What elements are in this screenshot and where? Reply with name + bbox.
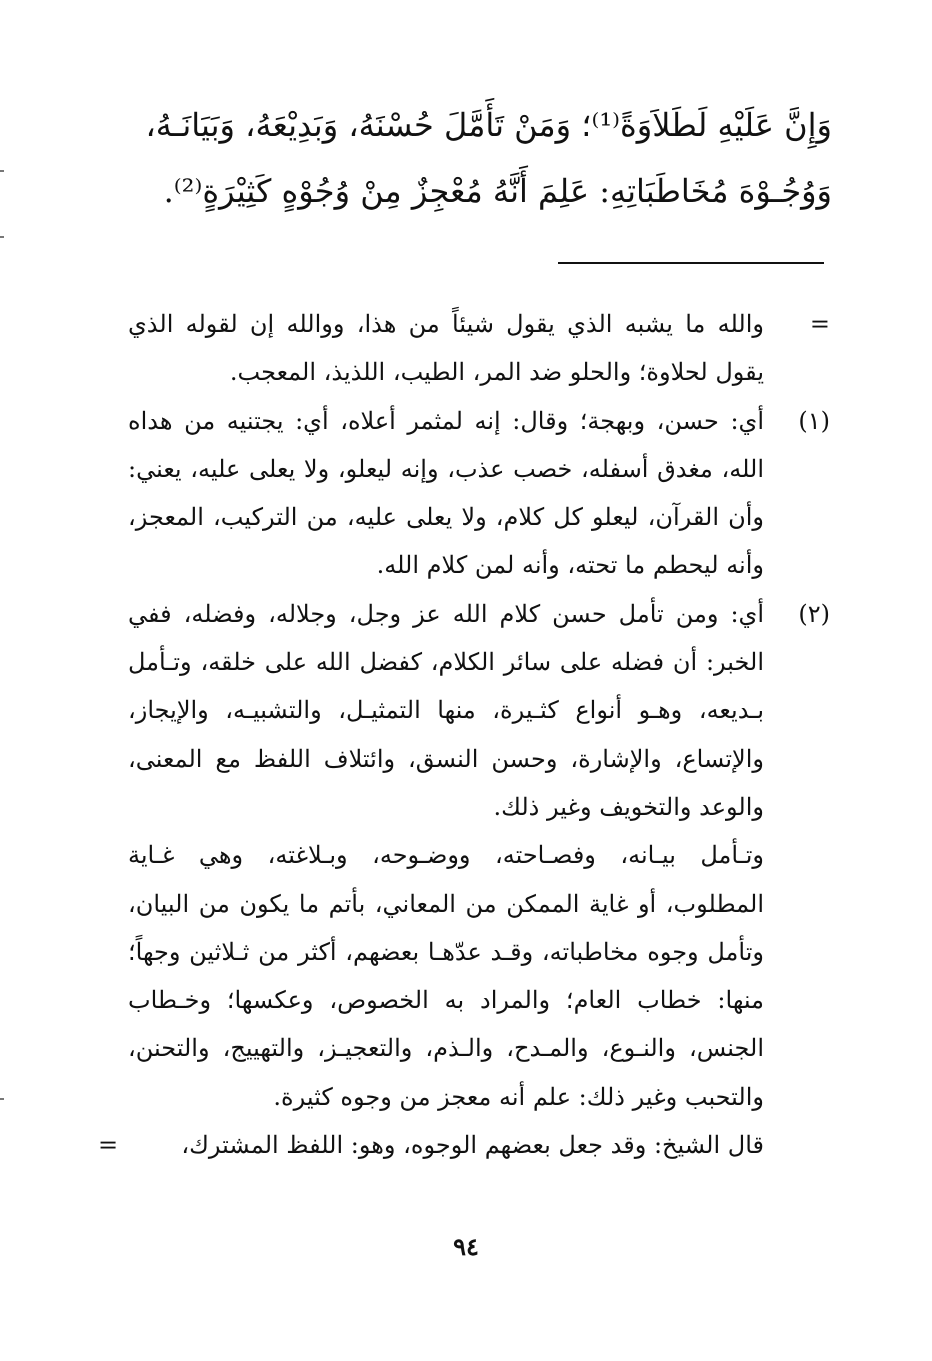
- footnote-2-text: أي: ومن تأمل حسن كلام الله عز وجل، وجلاله، وفضله، ففي الخبر: أن فضله على سائر الكلام، كفضل الله على خلقه، وتـأمل بـديعه، وهـو أنواع كثـيرة، منها التمثيـل، والتشبيـه، والإيجاز، والإتساع، والإشارة، وحسن النسق، وائتلاف اللفظ مع المعنى، والوعد والتخويف وغير ذلك.: [128, 599, 764, 821]
- footnote-2-paragraph-2: وتـأمل بيـانه، وفصـاحته، ووضـوحه، وبـلاغته، وهي غـاية المطلوب، أو غاية الممكن من المعاني، بأتم ما يكون من البيان، وتأمل وجوه مخاطباته، وقـد عدّهـا بعضهم، أكثر من ثـلاثين وجهاً؛ منها: خطاب العام؛ والمراد به الخصوص، وعكسها؛ وخـطاب الجنس، والنـوع، والمـدح، والـذم، والتعجيـز، والتهييج، والتحنن، والتحبب وغير ذلك: علم أنه معجز من وجوه كثيرة.: [128, 841, 764, 1111]
- footnote-2: [128, 590, 830, 831]
- footnote-2-paragraph-3-text: قال الشيخ: وقد جعل بعضهم الوجوه، وهو: اللفظ المشترك،: [181, 1131, 764, 1160]
- footnote-1: [128, 397, 830, 590]
- footnote-separator: [558, 262, 824, 264]
- scan-edge-mark: [0, 170, 4, 172]
- scan-edge-mark: [0, 236, 4, 238]
- continuation-marker: =: [809, 310, 830, 338]
- footnote-1-text: أي: حسن، وبهجة؛ وقال: إنه لمثمر أعلاه، أي: يجتنيه من هداه الله، مغدق أسفله، خصب عذب، وإنه ليعلو، ولا يعلى عليه، يعني: وأن القرآن، ليعلو كل كلام، ولا يعلى عليه، من التركيب، المعجز، وأنه ليحطم ما تحته، وأنه لمن كلام الله.: [128, 406, 764, 580]
- main-text: [130, 92, 832, 224]
- footnote-2-paragraph-3: [98, 1121, 830, 1169]
- footnotes-section: [98, 300, 830, 1169]
- footnote-continuation: [128, 300, 830, 397]
- main-text-line-1: وَإِنَّ عَلَيْهِ لَطَلاَوَةً⁽¹⁾؛ وَمَنْ تَأَمَّلَ حُسْنَهُ، وَبَدِيْعَهُ، وَبَيَانَـهُ،: [145, 106, 832, 144]
- page-number: ٩٤: [453, 1232, 479, 1261]
- footnote-2-marker: (٢): [798, 599, 830, 628]
- continuation-text: والله ما يشبه الذي يقول شيئاً من هذا، ووالله إن لقوله الذي يقول لحلاوة؛ والحلو ضد المر، الطيب، اللذيذ، المعجب.: [128, 310, 764, 387]
- footnote-2-trailing-marker: =: [98, 1131, 119, 1160]
- footnote-1-marker: (١): [798, 406, 830, 435]
- scan-edge-mark: [0, 1098, 4, 1100]
- main-text-line-2: وَوُجُـوْهَ مُخَاطَبَاتِهِ: عَلِمَ أَنَّهُ مُعْجِزٌ مِنْ وُجُوْهٍ كَثِيْرَةٍ⁽²⁾.: [163, 172, 832, 210]
